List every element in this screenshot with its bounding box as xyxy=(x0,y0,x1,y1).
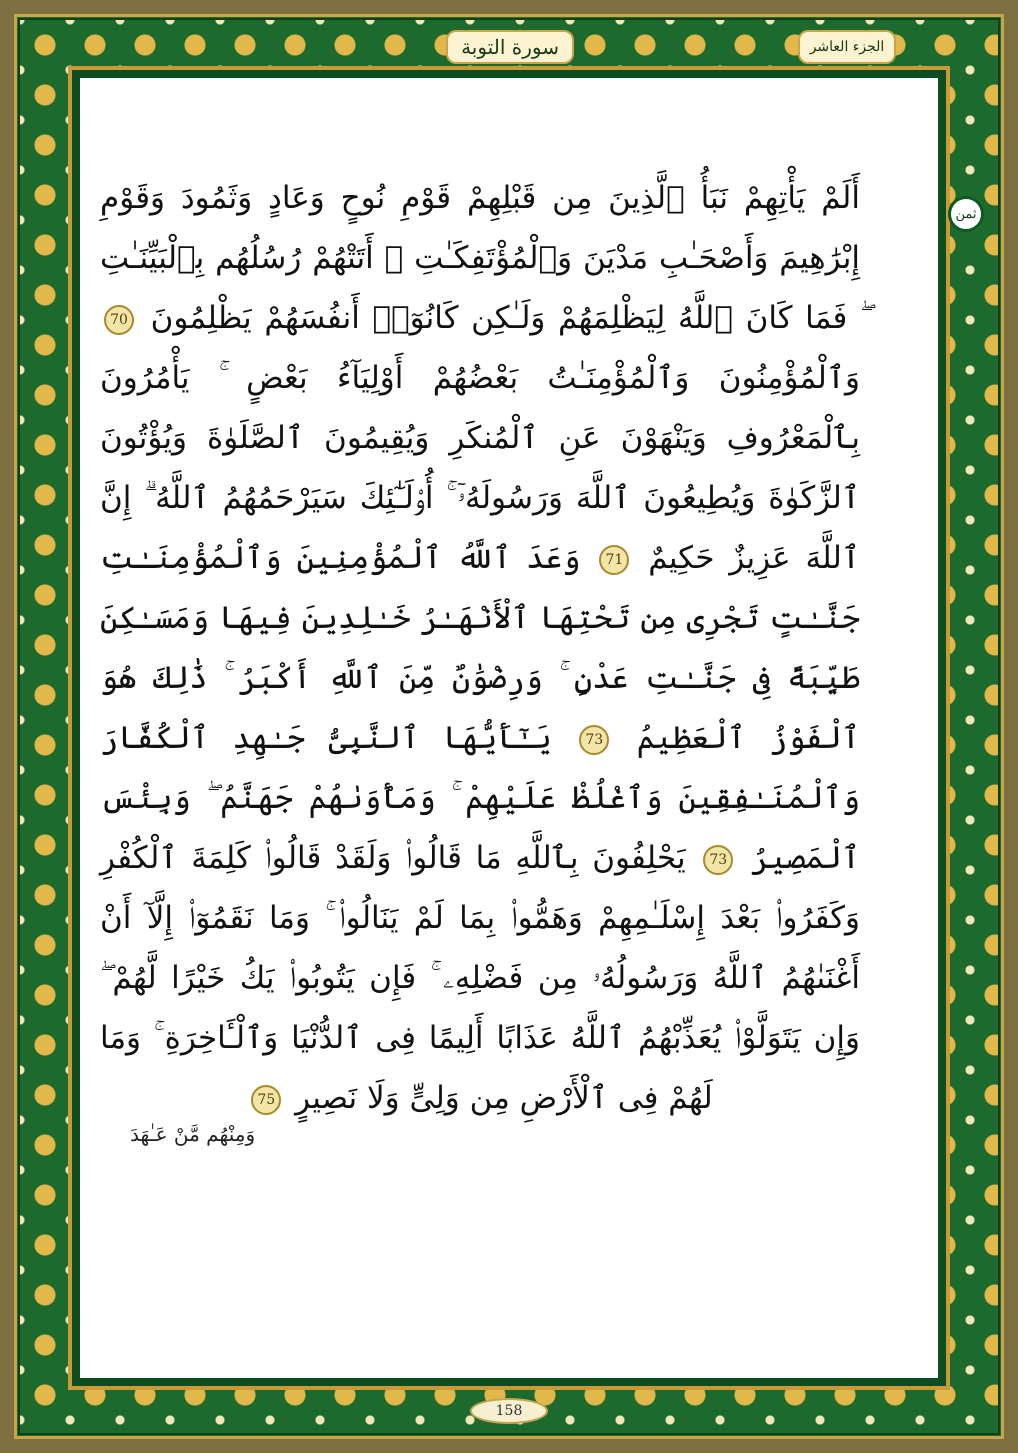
ayah-number: 73 xyxy=(703,845,733,875)
page-number: 158 xyxy=(470,1398,548,1424)
verse-text: أَلَمْ يَأْتِهِمْ نَبَأُ ٱلَّذِينَ مِن قَبْلِهِمْ قَوْمِ نُوحٍ وَعَادٍ وَثَمُودَ وَقَوْمِ إِبْرَٰهِيمَ وَأَصْحَـٰبِ مَدْيَنَ وَٱلْمُؤْتَفِكَـٰتِ ۚ أَتَتْهُمْ رُسُلُهُم بِٱلْبَيِّنَـٰتِ ۖ فَمَا كَانَ ٱللَّهُ لِيَظْلِمَهُمْ وَلَـٰكِن كَانُوٓا۟ أَنفُسَهُمْ يَظْلِمُونَ xyxy=(100,180,861,336)
hizb-marker: ثمن xyxy=(948,196,984,232)
verse-text: وَٱلْمُؤْمِنُونَ وَٱلْمُؤْمِنَـٰتُ بَعْضُهُمْ أَوْلِيَآءُ بَعْضٍ ۚ يَأْمُرُونَ بِٱلْمَعْرُوفِ وَيَنْهَوْنَ عَنِ ٱلْمُنكَرِ وَيُقِيمُونَ ٱلصَّلَوٰةَ وَيُؤْتُونَ ٱلزَّكَوٰةَ وَيُطِيعُونَ ٱللَّهَ وَرَسُولَهُۥٓ ۚ أُو۟لَـٰٓئِكَ سَيَرْحَمُهُمُ ٱللَّهُ ۗ إِنَّ ٱللَّهَ عَزِيزٌ حَكِيمٌ xyxy=(100,360,861,576)
juz-name-label: الجزء العاشر xyxy=(798,30,896,64)
verse-text: يَحْلِفُونَ بِٱللَّهِ مَا قَالُوا۟ وَلَقَدْ قَالُوا۟ كَلِمَةَ ٱلْكُفْرِ وَكَفَرُوا۟ بَعْدَ إِسْلَـٰمِهِمْ وَهَمُّوا۟ بِمَا لَمْ يَنَالُوا۟ ۚ وَمَا نَقَمُوٓا۟ إِلَّآ أَنْ أَغْنَىٰهُمُ ٱللَّهُ وَرَسُولُهُۥ مِن فَضْلِهِۦ ۚ فَإِن يَتُوبُوا۟ يَكُ خَيْرًا لَّهُمْ ۖ وَإِن يَتَوَلَّوْا۟ يُعَذِّبْهُمُ ٱللَّهُ عَذَابًا أَلِيمًا فِى ٱلدُّنْيَا وَٱلْـَٔاخِرَةِ ۚ وَمَا لَهُمْ فِى ٱلْأَرْضِ مِن وَلِىٍّ وَلَا نَصِيرٍ xyxy=(100,840,860,1116)
ayah-number: 71 xyxy=(599,545,629,575)
surah-name-label: سورة التوبة xyxy=(446,30,574,64)
verse-text: وَعَدَ ٱللَّهُ ٱلْمُؤْمِنِينَ وَٱلْمُؤْمِنَـٰتِ جَنَّـٰتٍ تَجْرِى مِن تَحْتِهَا ٱلْأَنْهَـٰرُ خَـٰلِدِينَ فِيهَا وَمَسَـٰكِنَ طَيِّبَةً فِى جَنَّـٰتِ عَدْنٍ ۚ وَرِضْوَٰنٌ مِّنَ ٱللَّهِ أَكْبَرُ ۚ ذَٰلِكَ هُوَ ٱلْفَوْزُ ٱلْعَظِيمُ xyxy=(100,540,860,756)
ayah-number: 75 xyxy=(251,1085,281,1115)
verses-block xyxy=(100,168,860,1128)
verse-text: يَـٰٓأَيُّهَا ٱلنَّبِىُّ جَـٰهِدِ ٱلْكُفَّارَ وَٱلْمُنَـٰفِقِينَ وَٱغْلُظْ عَلَيْهِمْ ۚ وَمَأْوَىٰهُمْ جَهَنَّمُ ۖ وَبِئْسَ ٱلْمَصِيرُ xyxy=(100,720,861,876)
catchword: وَمِنْهُم مَّنْ عَـٰهَدَ xyxy=(130,1122,256,1146)
ayah-number: 73 xyxy=(579,725,609,755)
ayah-number: 70 xyxy=(104,305,134,335)
